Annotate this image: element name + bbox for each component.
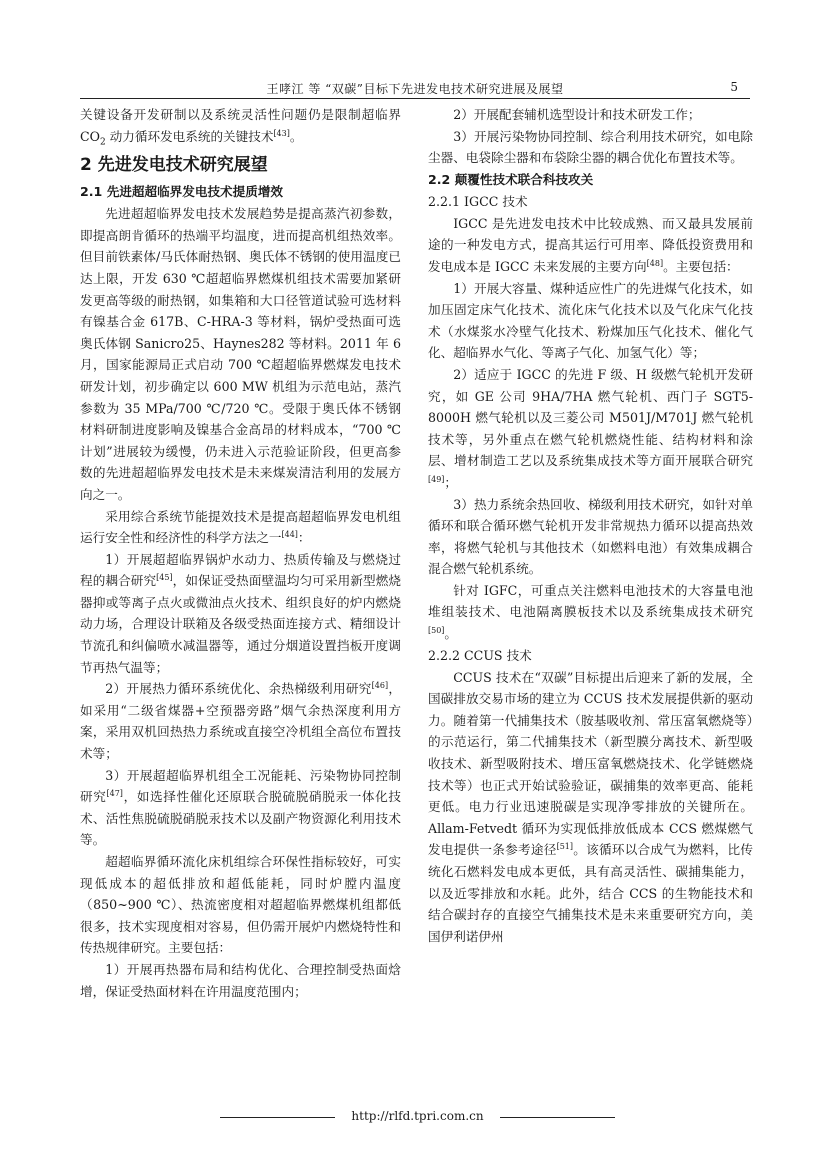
running-header: [80, 78, 750, 99]
list-item: [80, 765, 401, 851]
paragraph-text: ，如保证受热面壁温均匀可采用新型燃烧器抑或等离子点火或微油点火技术、组织良好的炉内燃烧动力场，合理设计联箱及各级受热面连接方式、精细设计节流孔和纠偏喷水减温器等，通过分烟道设置挡板开度调节再热气温等；: [80, 573, 402, 675]
right-column: [428, 104, 753, 947]
paragraph: [80, 104, 401, 147]
paragraph-text: 。: [444, 626, 458, 642]
list-item: 3）开展污染物协同控制、综合利用技术研究，如电除尘器、电袋除尘器和布袋除尘器的耦合优化布置技术等。: [428, 128, 753, 166]
paragraph-text: 1）开展超超临界锅炉水动力、热质传输及与燃烧过程的耦合研究: [80, 551, 401, 589]
paragraph: [428, 213, 753, 278]
list-item: 2）开展配套辅机选型设计和技术研发工作；: [453, 107, 701, 122]
list-item: [80, 678, 401, 764]
paragraph: [428, 667, 753, 948]
running-title: 王哮江 等 “双碳”目标下先进发电技术研究进展及展望: [266, 82, 564, 96]
paragraph-text: ：: [297, 530, 311, 546]
paragraph-text: CCUS 技术在“双碳”目标提出后迎来了新的发展，全国碳排放交易市场的建立为 CCUS 技术发展提供新的驱动力。随着第一代捕集技术（胺基吸收剂、常压富氧燃烧等）的示范运行，第二代捕集技术（新型膜分离技术、新型吸收技术、新型吸附技术、增压富氧燃烧技术、化学链燃烧技术等）也正式开始试验验证，碳捕集的效率更高、能耗更低。电力行业迅速脱碳是实现净零排放的关键所在。Allam-Fetvedt 循环为实现低排放低成本 CCS 燃煤燃气发电提供一条参考途径: [428, 669, 753, 858]
paragraph-text: 动力循环发电系统的关键技术: [105, 128, 274, 144]
page-number: 5: [730, 80, 738, 94]
footer-rule-left: [220, 1117, 335, 1118]
subsection-heading: 2.2 颠覆性技术联合科技攻关: [428, 171, 594, 187]
citation[interactable]: [47]: [106, 789, 123, 799]
list-item: [80, 549, 401, 679]
left-column: [80, 104, 401, 1002]
paragraph-text: ，如采用“二级省煤器+空预器旁路”烟气余热深度利用方案，采用双机回热热力系统或直接空冷机组全高位布置技术等；: [80, 681, 402, 762]
paragraph-text: ；: [444, 474, 458, 490]
citation[interactable]: [48]: [646, 258, 664, 268]
paragraph-text: 关键设备开发研制以及系统灵活性问题仍是限制超临界 CO: [80, 107, 401, 144]
section-heading: 2 先进发电技术研究展望: [80, 155, 268, 176]
citation[interactable]: [51]: [556, 842, 573, 852]
paragraph-text: 。主要包括：: [663, 258, 739, 274]
paragraph-text: 。该循环以合成气为燃料，比传统化石燃料发电成本更低，具有高灵活性、碳捕集能力，以及近零排放和水耗。此外，结合 CCS 的生物能技术和结合碳封存的直接空气捕集技术是未来重要研究方向，美国伊利诺伊州: [428, 842, 754, 944]
subsection-heading: 2.1 先进超超临界发电技术提质增效: [80, 184, 284, 200]
citation[interactable]: [50]: [428, 625, 445, 635]
paragraph-text: 针对 IGFC，可重点关注燃料电池技术的大容量电池堆组装技术、电池隔离膜板技术以及系统集成技术研究: [428, 582, 753, 620]
citation[interactable]: [49]: [428, 474, 445, 484]
citation[interactable]: [45]: [156, 573, 173, 583]
paragraph: [428, 580, 753, 645]
subsubsection-heading: 2.2.2 CCUS 技术: [428, 647, 532, 663]
list-item: 1）开展再热器布局和结构优化、合理控制受热面焓增，保证受热面材料在许用温度范围内；: [80, 961, 401, 999]
paragraph-text: 2）开展热力循环系统优化、余热梯级利用研究: [105, 681, 372, 697]
paragraph-text: IGCC 是先进发电技术中比较成熟、而又最具发展前途的一种发电方式，提高其运行可用率、降低投资费用和发电成本是 IGCC 未来发展的主要方向: [428, 215, 753, 274]
paragraph: 超超临界循环流化床机组综合环保性指标较好，可实现低成本的超低排放和超低能耗，同时炉膛内温度（850~900 ℃）、热流密度相对超超临界燃煤机组都低很多，技术实现度相对容易，但仍需开展炉内燃烧特性和传热规律研究。主要包括：: [80, 854, 401, 956]
list-item: [428, 364, 753, 494]
paragraph-text: 2）适应于 IGCC 的先进 F 级、H 级燃气轮机开发研究，如 GE 公司 9HA/7HA 燃气轮机、西门子 SGT5-8000H 燃气轮机以及三菱公司 M501J/M701J 燃气轮机技术等，另外重点在燃气轮机燃烧性能、结构材料和涂层、增材制造工艺以及系统集成技术等方面开展联合研究: [428, 366, 753, 469]
paragraph: [80, 506, 401, 549]
paragraph-text: ，如选择性催化还原联合脱硫脱硝脱汞一体化技术、活性焦脱硫脱硝脱汞技术以及副产物资源化利用技术等。: [80, 789, 402, 848]
footer-rule-right: [500, 1117, 615, 1118]
list-item: 3）热力系统余热回收、梯级利用技术研究，如针对单循环和联合循环燃气轮机开发非常规热力循环以提高热效率，将燃气轮机与其他技术（如燃料电池）有效集成耦合混合燃气轮机系统。: [428, 496, 753, 577]
citation[interactable]: [46]: [371, 681, 389, 691]
paragraph: 先进超超临界发电技术发展趋势是提高蒸汽初参数，即提高朗肯循环的热端平均温度，进而提高机组热效率。但目前铁素体/马氏体耐热钢、奥氏体不锈钢的使用温度已达上限，开发 630 ℃超超临界燃煤机组技术需要加紧研发更高等级的耐热钢，如集箱和大口径管道试验可选材料有镍基合金 617B、C-HRA-3 等材料，锅炉受热面可选奥氏体钢 Sanicro25、Haynes282 等材料。2011 年 6 月，国家能源局正式启动 700 ℃超超临界燃煤发电技术研发计划，初步确定以 600 MW 机组为示范电站，蒸汽参数为 35 MPa/700 ℃/720 ℃。受限于奥氏体不锈钢材料研制进度影响及镍基合金高昂的材料成本，“700 ℃计划”进展较为缓慢，仍未进入示范验证阶段，但更高参数的先进超超临界发电技术是未来煤炭清洁利用的发展方向之一。: [80, 206, 401, 502]
list-item: 1）开展大容量、煤种适应性广的先进煤气化技术，如加压固定床气化技术、流化床气化技术以及气化床气化技术（水煤浆水冷壁气化技术、粉煤加压气化技术、催化气化、超临界水气化、等离子气化、加氢气化）等；: [428, 280, 753, 361]
page-footer: [0, 1108, 827, 1128]
subscript: 2: [99, 137, 106, 148]
paragraph-text: 3）开展超超临界机组全工况能耗、污染物协同控制研究: [80, 767, 401, 805]
footer-url[interactable]: http://rlfd.tpri.com.cn: [351, 1109, 484, 1123]
paragraph-text: 。: [289, 128, 303, 144]
paragraph-text: 采用综合系统节能提效技术是提高超超临界发电机组运行安全性和经济性的科学方法之一: [80, 508, 401, 546]
citation[interactable]: [44]: [281, 529, 298, 539]
citation[interactable]: [43]: [273, 128, 290, 138]
subsubsection-heading: 2.2.1 IGCC 技术: [428, 193, 528, 209]
